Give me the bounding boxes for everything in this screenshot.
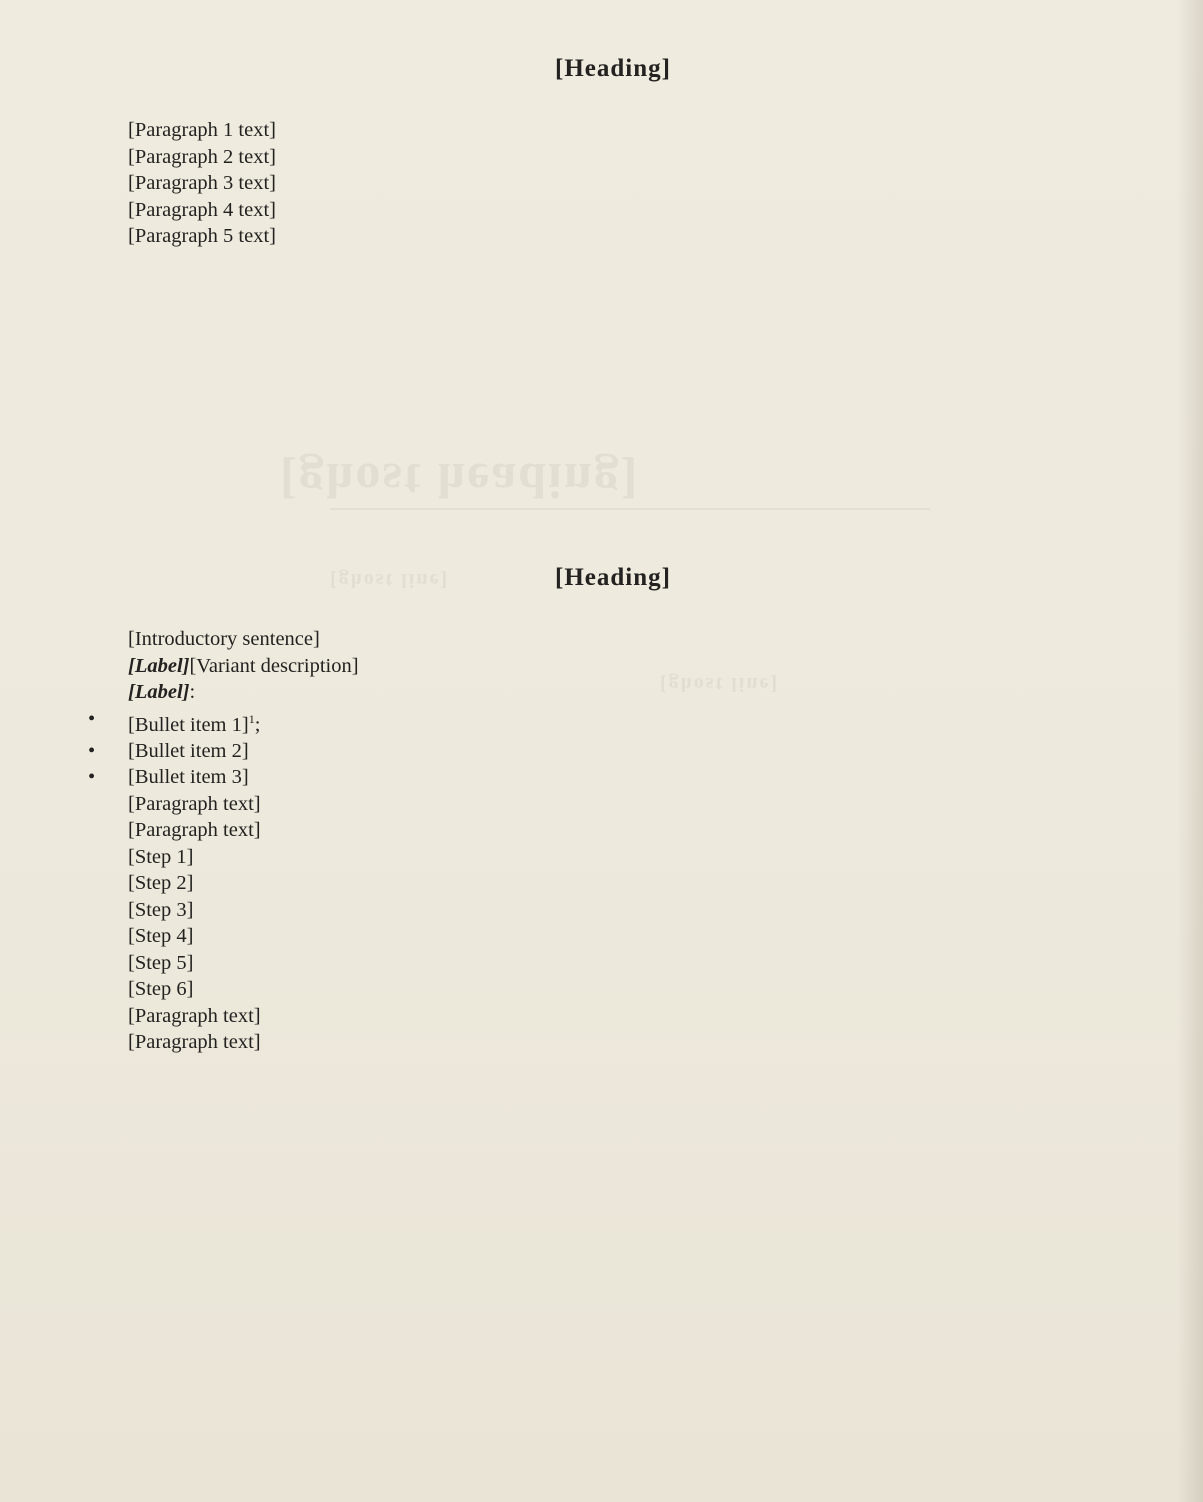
- show-through-title: [ghost heading]: [280, 453, 640, 509]
- variant-two-label: [Label]: [128, 681, 190, 703]
- bullet-text: [Bullet item 2]: [128, 739, 249, 762]
- numbered-step: [Step 6]: [128, 978, 194, 1001]
- numbered-step: [Step 1]: [128, 845, 194, 868]
- numbered-step: [Step 4]: [128, 925, 194, 948]
- footnote-marker: 1: [248, 711, 255, 726]
- methods-paragraph: [Paragraph text]: [128, 1031, 261, 1054]
- bullet-item: [88, 738, 1138, 765]
- author-paragraph: [Paragraph 1 text]: [128, 119, 276, 141]
- methods-paragraph: [Paragraph text]: [128, 792, 261, 815]
- page-edge-shadow: [1177, 0, 1203, 1502]
- show-through-rule: [330, 508, 930, 510]
- variant-two-colon: :: [189, 681, 196, 703]
- show-through-subtitle-2: [ghost line]: [660, 673, 779, 695]
- variant-one-text: [Variant description]: [189, 654, 359, 677]
- variant-one-paragraph: [88, 653, 1138, 680]
- methods-intro: [Introductory sentence]: [128, 628, 320, 650]
- bullet-text: [Bullet item 1]: [128, 713, 249, 736]
- numbered-step: [Step 2]: [128, 872, 194, 895]
- bullet-icon: •: [88, 766, 96, 789]
- methods-section: [88, 564, 1138, 1056]
- bullet-end: ;: [254, 713, 261, 736]
- author-paragraph: [Paragraph 2 text]: [128, 145, 276, 168]
- author-paragraph: [Paragraph 4 text]: [128, 198, 276, 221]
- methods-text: [88, 626, 1138, 1056]
- methods-paragraph: [Paragraph text]: [128, 1004, 261, 1027]
- bullet-text: [Bullet item 3]: [128, 766, 249, 789]
- author-section: [88, 55, 1138, 250]
- author-text: [88, 117, 1138, 250]
- show-through-subtitle: [ghost line]: [330, 569, 449, 591]
- bullet-icon: •: [88, 739, 96, 762]
- bullet-icon: •: [88, 707, 96, 730]
- numbered-step: [Step 5]: [128, 951, 194, 974]
- bullet-item: [88, 706, 1138, 738]
- numbered-step: [Step 3]: [128, 898, 194, 921]
- author-paragraph: [Paragraph 5 text]: [128, 225, 276, 247]
- methods-paragraph: [Paragraph text]: [128, 819, 261, 842]
- author-paragraph: [Paragraph 3 text]: [128, 172, 276, 194]
- bullet-item: [88, 764, 1138, 791]
- methods-heading: [Heading]: [555, 564, 671, 591]
- variant-one-label: [Label]: [128, 654, 190, 677]
- author-heading: [Heading]: [555, 55, 671, 82]
- variant-two-paragraph: [88, 679, 1138, 706]
